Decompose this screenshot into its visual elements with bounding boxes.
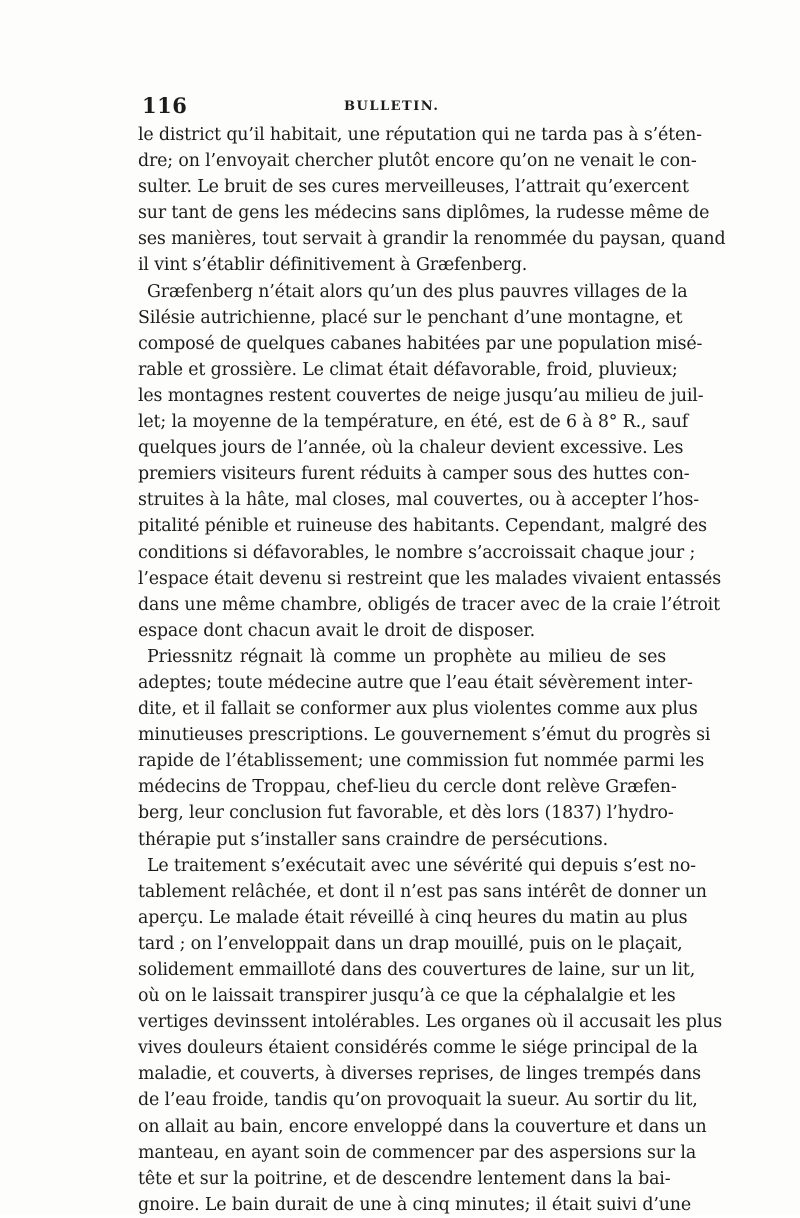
text-line: minutieuses prescriptions. Le gouvernement s’émut du progrès si [138,725,711,746]
text-line: vives douleurs étaient considérés comme le siége principal de la [138,1038,698,1059]
page-header [136,93,669,123]
text-line: Le traitement s’exécutait avec une sévérité qui depuis s’est no- [147,855,696,876]
text-line: aperçu. Le malade était réveillé à cinq heures du matin au plus [138,907,688,928]
text-line: Priessnitz régnait là comme un prophète au milieu de ses [147,646,666,667]
text-line: tard ; on l’enveloppait dans un drap mouillé, puis on le plaçait, [138,933,683,954]
text-line: tête et sur la poitrine, et de descendre lentement dans la bai- [138,1168,671,1189]
text-line: dite, et il fallait se conformer aux plus violentes comme aux plus [138,699,698,720]
text-line: le district qu’il habitait, une réputation qui ne tarda pas à s’éten- [138,125,702,145]
page-number: 116 [142,93,188,118]
text-line: let; la moyenne de la température, en été, est de 6 à 8° R., sauf [138,412,689,433]
text-line: rable et grossière. Le climat était défavorable, froid, pluvieux; [138,359,678,380]
text-line: il vint s’établir définitivement à Græfenberg. [138,255,528,276]
text-line: médecins de Troppau, chef-lieu du cercle dont relève Græfen- [138,777,677,798]
text-line: espace dont chacun avait le droit de disposer. [138,620,536,641]
text-line: Silésie autrichienne, placé sur le penchant d’une montagne, et [138,307,683,328]
text-line: tablement relâchée, et dont il n’est pas sans intérêt de donner un [138,881,707,902]
text-line: dans une même chambre, obligés de tracer avec de la craie l’étroit [138,594,720,615]
text-line: solidement emmailloté dans des couvertures de laine, sur un lit, [138,960,696,980]
running-head: BULLETIN. [344,99,440,114]
text-line: rapide de l’établissement; une commission fut nommée parmi les [138,751,705,772]
text-line: l’espace était devenu si restreint que les malades vivaient entassés [138,568,721,589]
text-line: manteau, en ayant soin de commencer par des aspersions sur la [138,1142,697,1163]
text-line: vertiges devinssent intolérables. Les organes où il accusait les plus [138,1012,723,1033]
text-line: dre; on l’envoyait chercher plutôt encore qu’on ne venait le con- [138,151,697,172]
text-line: struites à la hâte, mal closes, mal couvertes, ou à accepter l’hos- [138,490,699,511]
body-text [138,122,726,1218]
text-line: premiers visiteurs furent réduits à camper sous des huttes con- [138,464,690,485]
text-line: de l’eau froide, tandis qu’on provoquait la sueur. Au sortir du lit, [138,1090,698,1111]
text-line: adeptes; toute médecine autre que l’eau était sévèrement inter- [138,672,693,693]
text-line: sulter. Le bruit de ses cures merveilleuses, l’attrait qu’exercent [138,177,689,198]
text-line: maladie, et couverts, à diverses reprises, de linges trempés dans [138,1064,701,1085]
text-line: ses manières, tout servait à grandir la renommée du paysan, quand [138,229,726,250]
text-line: gnoire. Le bain durait de une à cinq minutes; il était suivi d’une [138,1194,691,1215]
text-line: sur tant de gens les médecins sans diplômes, la rudesse même de [138,203,710,224]
text-line: Græfenberg n’était alors qu’un des plus pauvres villages de la [147,281,688,302]
text-line: les montagnes restent couvertes de neige jusqu’au milieu de juil- [138,385,704,406]
text-line: on allait au bain, encore enveloppé dans la couverture et dans un [138,1116,707,1137]
text-line: thérapie put s’installer sans craindre de persécutions. [138,829,608,850]
text-line: pitalité pénible et ruineuse des habitants. Cependant, malgré des [138,516,707,537]
text-line: composé de quelques cabanes habitées par une population misé- [138,333,703,354]
text-line: quelques jours de l’année, où la chaleur devient excessive. Les [138,438,684,459]
text-line: berg, leur conclusion fut favorable, et dès lors (1837) l’hydro- [138,803,674,824]
text-line: conditions si défavorables, le nombre s’accroissait chaque jour ; [138,542,696,563]
text-line: où on le laissait transpirer jusqu’à ce que la céphalalgie et les [138,986,676,1007]
